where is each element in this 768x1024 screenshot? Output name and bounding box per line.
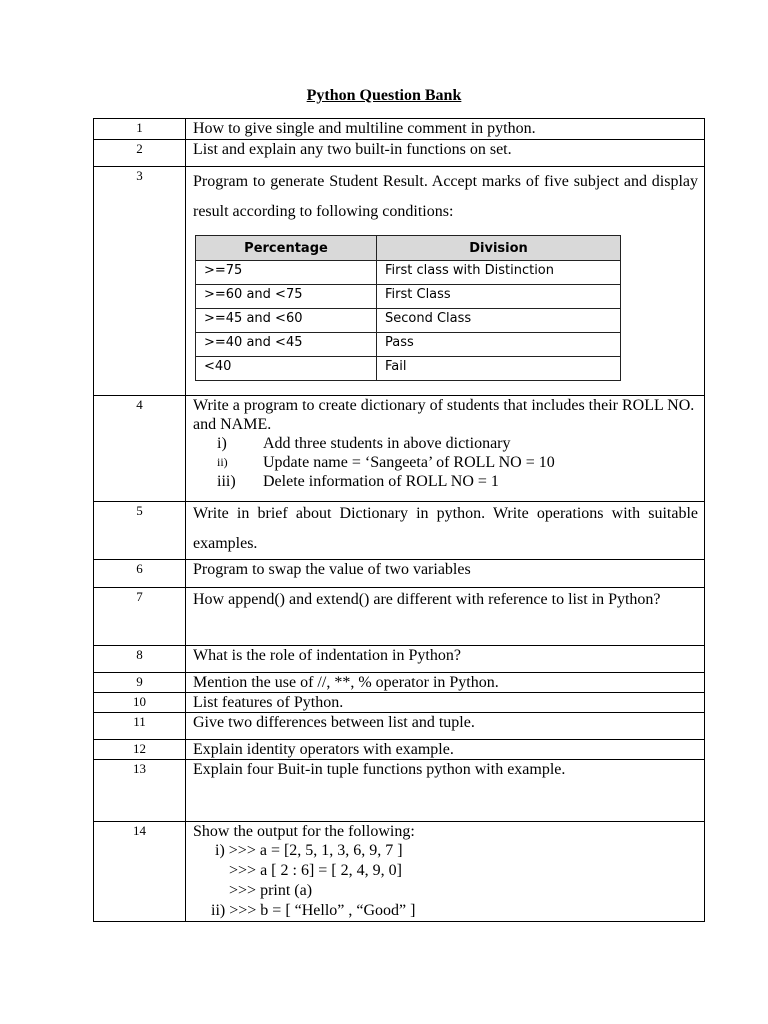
grade-percentage: >=75 bbox=[196, 261, 377, 285]
table-row bbox=[94, 693, 705, 713]
grade-row bbox=[196, 357, 621, 381]
grade-division: Fail bbox=[377, 357, 621, 381]
grade-row bbox=[196, 261, 621, 285]
question-text: What is the role of indentation in Python? bbox=[186, 646, 705, 673]
question-text: How to give single and multiline comment in python. bbox=[186, 119, 705, 140]
question-table bbox=[93, 118, 705, 922]
question-text: List features of Python. bbox=[186, 693, 705, 713]
table-row bbox=[94, 588, 705, 646]
table-row bbox=[94, 140, 705, 167]
table-row bbox=[94, 396, 705, 502]
subitem-marker: i) bbox=[217, 435, 227, 452]
question-text: Show the output for the following: bbox=[193, 823, 415, 840]
question-text: How append() and extend() are different with reference to list in Python? bbox=[193, 591, 661, 608]
list-item bbox=[193, 453, 698, 472]
table-row bbox=[94, 740, 705, 760]
list-item bbox=[193, 434, 698, 453]
question-number: 1 bbox=[94, 119, 186, 140]
grade-table bbox=[195, 235, 621, 381]
table-row bbox=[94, 119, 705, 140]
question-text: Write a program to create dictionary of students that includes their ROLL NO. and NAME. bbox=[193, 397, 695, 433]
subitem-text: Delete information of ROLL NO = 1 bbox=[263, 473, 499, 490]
question-number: 7 bbox=[94, 588, 186, 646]
subitem-list bbox=[193, 434, 698, 491]
page-title: Python Question Bank bbox=[306, 87, 462, 104]
question-text: Explain identity operators with example. bbox=[186, 740, 705, 760]
question-number: 9 bbox=[94, 673, 186, 693]
question-text: Mention the use of //, **, % operator in Python. bbox=[186, 673, 705, 693]
subitem-text: Add three students in above dictionary bbox=[263, 435, 511, 452]
question-text: List and explain any two built-in functions on set. bbox=[186, 140, 705, 167]
question-number: 5 bbox=[94, 502, 186, 560]
question-number: 2 bbox=[94, 140, 186, 167]
code-block bbox=[193, 841, 698, 921]
grade-division: Pass bbox=[377, 333, 621, 357]
subitem-text: Update name = ‘Sangeeta’ of ROLL NO = 10 bbox=[263, 454, 555, 471]
question-number: 6 bbox=[94, 560, 186, 588]
table-row bbox=[94, 167, 705, 396]
question-cell bbox=[186, 588, 705, 646]
table-row bbox=[94, 713, 705, 740]
list-item bbox=[193, 472, 698, 491]
question-number: 11 bbox=[94, 713, 186, 740]
table-row bbox=[94, 822, 705, 922]
table-row bbox=[94, 560, 705, 588]
subitem-marker: iii) bbox=[217, 473, 236, 490]
grade-header-division: Division bbox=[377, 236, 621, 261]
table-row bbox=[94, 502, 705, 560]
grade-header-row bbox=[196, 236, 621, 261]
question-number: 4 bbox=[94, 396, 186, 502]
question-number: 10 bbox=[94, 693, 186, 713]
grade-division: First Class bbox=[377, 285, 621, 309]
grade-row bbox=[196, 333, 621, 357]
question-number: 13 bbox=[94, 760, 186, 822]
table-row bbox=[94, 673, 705, 693]
grade-row bbox=[196, 309, 621, 333]
code-line: >>> print (a) bbox=[229, 882, 313, 899]
question-number: 14 bbox=[94, 822, 186, 922]
question-number: 8 bbox=[94, 646, 186, 673]
grade-header-percentage: Percentage bbox=[196, 236, 377, 261]
grade-division: First class with Distinction bbox=[377, 261, 621, 285]
question-text: Program to generate Student Result. Accept marks of five subject and display result according to following conditions: bbox=[193, 173, 698, 220]
question-text: Give two differences between list and tuple. bbox=[186, 713, 705, 740]
question-text: Program to swap the value of two variables bbox=[186, 560, 705, 588]
grade-row bbox=[196, 285, 621, 309]
grade-percentage: <40 bbox=[196, 357, 377, 381]
question-number: 12 bbox=[94, 740, 186, 760]
grade-percentage: >=60 and <75 bbox=[196, 285, 377, 309]
question-text: Write in brief about Dictionary in python. Write operations with suitable examples. bbox=[193, 505, 698, 552]
grade-percentage: >=45 and <60 bbox=[196, 309, 377, 333]
question-number: 3 bbox=[94, 167, 186, 396]
code-line: ii) >>> b = [ “Hello” , “Good” ] bbox=[211, 902, 416, 919]
grade-percentage: >=40 and <45 bbox=[196, 333, 377, 357]
subitem-marker: ii) bbox=[217, 455, 228, 469]
table-row bbox=[94, 760, 705, 822]
question-cell bbox=[186, 167, 705, 396]
question-cell bbox=[186, 822, 705, 922]
question-cell bbox=[186, 396, 705, 502]
code-line: i) >>> a = [2, 5, 1, 3, 6, 9, 7 ] bbox=[215, 842, 403, 859]
table-row bbox=[94, 646, 705, 673]
code-line: >>> a [ 2 : 6] = [ 2, 4, 9, 0] bbox=[229, 862, 402, 879]
question-cell bbox=[186, 502, 705, 560]
grade-division: Second Class bbox=[377, 309, 621, 333]
question-text: Explain four Buit-in tuple functions python with example. bbox=[186, 760, 705, 822]
